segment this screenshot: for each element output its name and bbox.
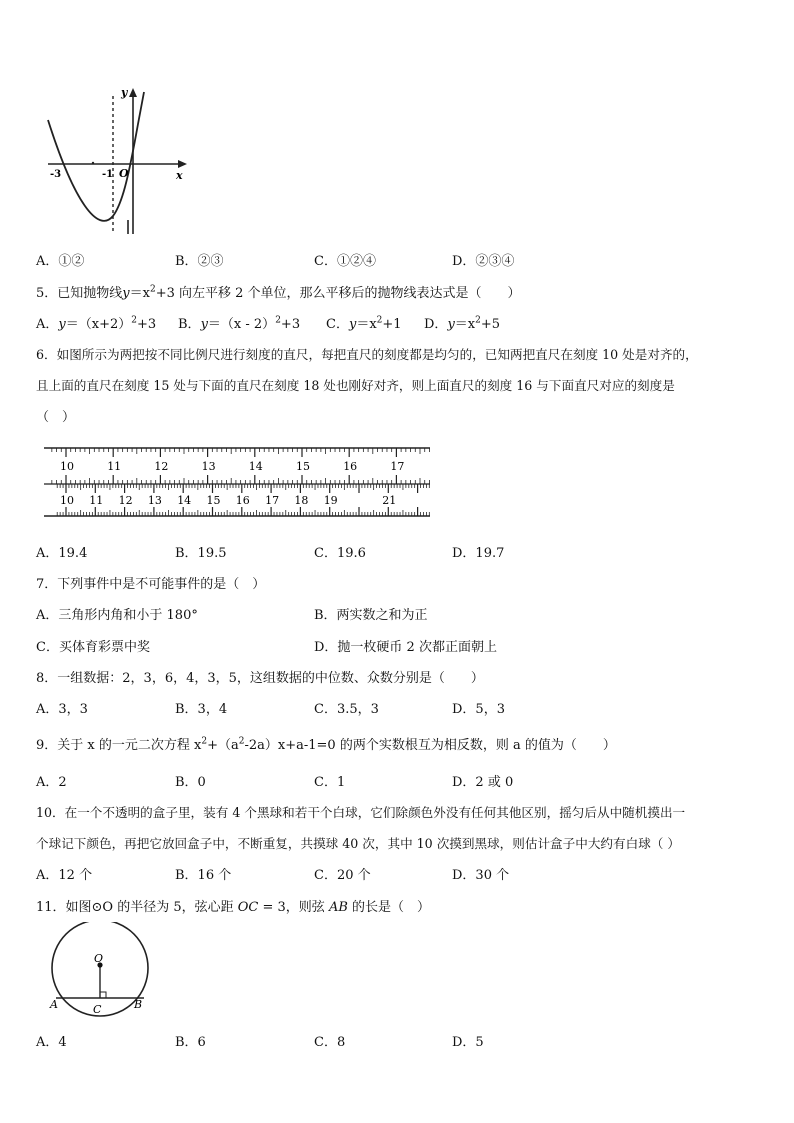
q4-option-a[interactable]: A．①② (36, 254, 85, 269)
q10-option-d[interactable]: D．30 个 (452, 868, 510, 883)
ruler-bottom-label: 13 (147, 494, 162, 507)
q11-stem: 11．如图⊙O 的半径为 5，弦心距 OC = 3，则弦 AB 的长是（ ） (36, 900, 431, 915)
ruler-bottom-label: 10 (60, 494, 74, 507)
q5-option-c[interactable]: C．$y=x^2+1$ (326, 315, 402, 332)
ruler-bottom-label: 18 (294, 494, 309, 507)
graph-label-x: x (176, 169, 183, 182)
ruler-top-label: 10 (60, 460, 74, 473)
q11-option-d[interactable]: D．5 (452, 1035, 484, 1050)
circle-label-b: B (134, 998, 143, 1011)
q5-option-d[interactable]: D．$y=x^2+5$ (424, 315, 501, 332)
q6-option-d[interactable]: D．19.7 (452, 546, 505, 561)
q5-stem: 5．已知抛物线$y=x^2+3$ 向左平移 2 个单位，那么平移后的抛物线表达式是（ ） (36, 284, 521, 301)
circle-label-o: O (94, 952, 104, 965)
ruler-top-label: 11 (107, 460, 122, 473)
q10-option-c[interactable]: C．20 个 (314, 868, 371, 883)
ruler-top-label: 14 (248, 460, 263, 473)
q4-option-c[interactable]: C．①②④ (314, 254, 376, 269)
q8-stem: 8．一组数据：2，3，6，4，3，5，这组数据的中位数、众数分别是（ ） (36, 671, 484, 686)
circle-label-c: C (93, 1003, 102, 1016)
q7-option-b[interactable]: B．两实数之和为正 (314, 608, 428, 623)
q10-stem-line2: 个球记下颜色，再把它放回盒子中，不断重复，共摸球 40 次，其中 10 次摸到黑球，则估计盒子中大约有白球（ ） (36, 836, 680, 851)
ruler-bottom-label: 16 (235, 494, 250, 507)
ruler-bottom-label: 19 (323, 494, 338, 507)
q11-option-b[interactable]: B．6 (175, 1035, 206, 1050)
ruler-bottom-label: 21 (382, 494, 397, 507)
q10-option-b[interactable]: B．16 个 (175, 868, 232, 883)
ruler-bottom-label: 11 (89, 494, 104, 507)
ruler-top-label: 17 (390, 460, 405, 473)
q10-stem-line1: 10．在一个不透明的盒子里，装有 4 个黑球和若干个白球，它们除颜色外没有任何其他区别，摇匀后从中随机摸出一 (36, 805, 686, 820)
q6-option-c[interactable]: C．19.6 (314, 546, 366, 561)
q8-option-d[interactable]: D．5，3 (452, 702, 505, 717)
q6-option-a[interactable]: A．19.4 (36, 546, 88, 561)
graph-label-origin: O (119, 167, 129, 180)
q5-option-b[interactable]: B．y＝（x - 2）$^2$+3 (178, 315, 301, 332)
q6-stem-line3: （ ） (36, 410, 76, 425)
q8-option-b[interactable]: B．3，4 (175, 702, 228, 717)
q7-option-d[interactable]: D．抛一枚硬币 2 次都正面朝上 (314, 640, 497, 655)
q6-stem-line1: 6．如图所示为两把按不同比例尺进行刻度的直尺，每把直尺的刻度都是均匀的，已知两把直尺在刻度 10 处是对齐的， (36, 347, 698, 362)
q5-option-a[interactable]: A．$y=(x+2)^2+3$ (36, 315, 157, 332)
parabola-graph (44, 84, 194, 234)
ruler-bottom-label: 14 (177, 494, 192, 507)
q7-option-a[interactable]: A．三角形内角和小于 180° (36, 608, 198, 623)
q4-option-d[interactable]: D．②③④ (452, 254, 515, 269)
q9-option-b[interactable]: B．0 (175, 775, 206, 790)
graph-label-y: y (121, 86, 128, 99)
q9-option-a[interactable]: A．2 (36, 775, 67, 790)
q7-stem: 7．下列事件中是不可能事件的是（ ） (36, 577, 266, 592)
q10-option-a[interactable]: A．12 个 (36, 868, 93, 883)
q8-option-a[interactable]: A．3，3 (36, 702, 88, 717)
graph-label-minus3: -3 (50, 169, 62, 180)
ruler-bottom-label: 12 (118, 494, 133, 507)
ruler-top-label: 15 (296, 460, 310, 473)
rulers-figure (44, 444, 434, 520)
ruler-bottom-label: 15 (206, 494, 221, 507)
q11-option-a[interactable]: A．4 (36, 1035, 67, 1050)
q9-stem: 9．关于 x 的一元二次方程 $x^2+(a^2-2a)x+a-1=0$ 的两个实数根互为相反数，则 a 的值为（ ） (36, 736, 616, 753)
q6-option-b[interactable]: B．19.5 (175, 546, 227, 561)
q7-option-c[interactable]: C．买体育彩票中奖 (36, 640, 150, 655)
q9-option-d[interactable]: D．2 或 0 (452, 775, 514, 790)
ruler-top-label: 12 (154, 460, 169, 473)
ruler-top-label: 16 (343, 460, 358, 473)
q6-stem-line2: 且上面的直尺在刻度 15 处与下面的直尺在刻度 18 处也刚好对齐，则上面直尺的刻度 16 与下面直尺对应的刻度是 (36, 378, 675, 393)
q4-option-b[interactable]: B．②③ (175, 254, 224, 269)
q9-option-c[interactable]: C．1 (314, 775, 346, 790)
q8-option-c[interactable]: C．3.5，3 (314, 702, 379, 717)
q11-option-c[interactable]: C．8 (314, 1035, 346, 1050)
circle-figure (44, 922, 164, 1022)
ruler-bottom-label: 17 (265, 494, 280, 507)
graph-label-minus1: -1 (102, 169, 114, 180)
ruler-top-label: 13 (201, 460, 216, 473)
circle-label-a: A (50, 998, 58, 1011)
